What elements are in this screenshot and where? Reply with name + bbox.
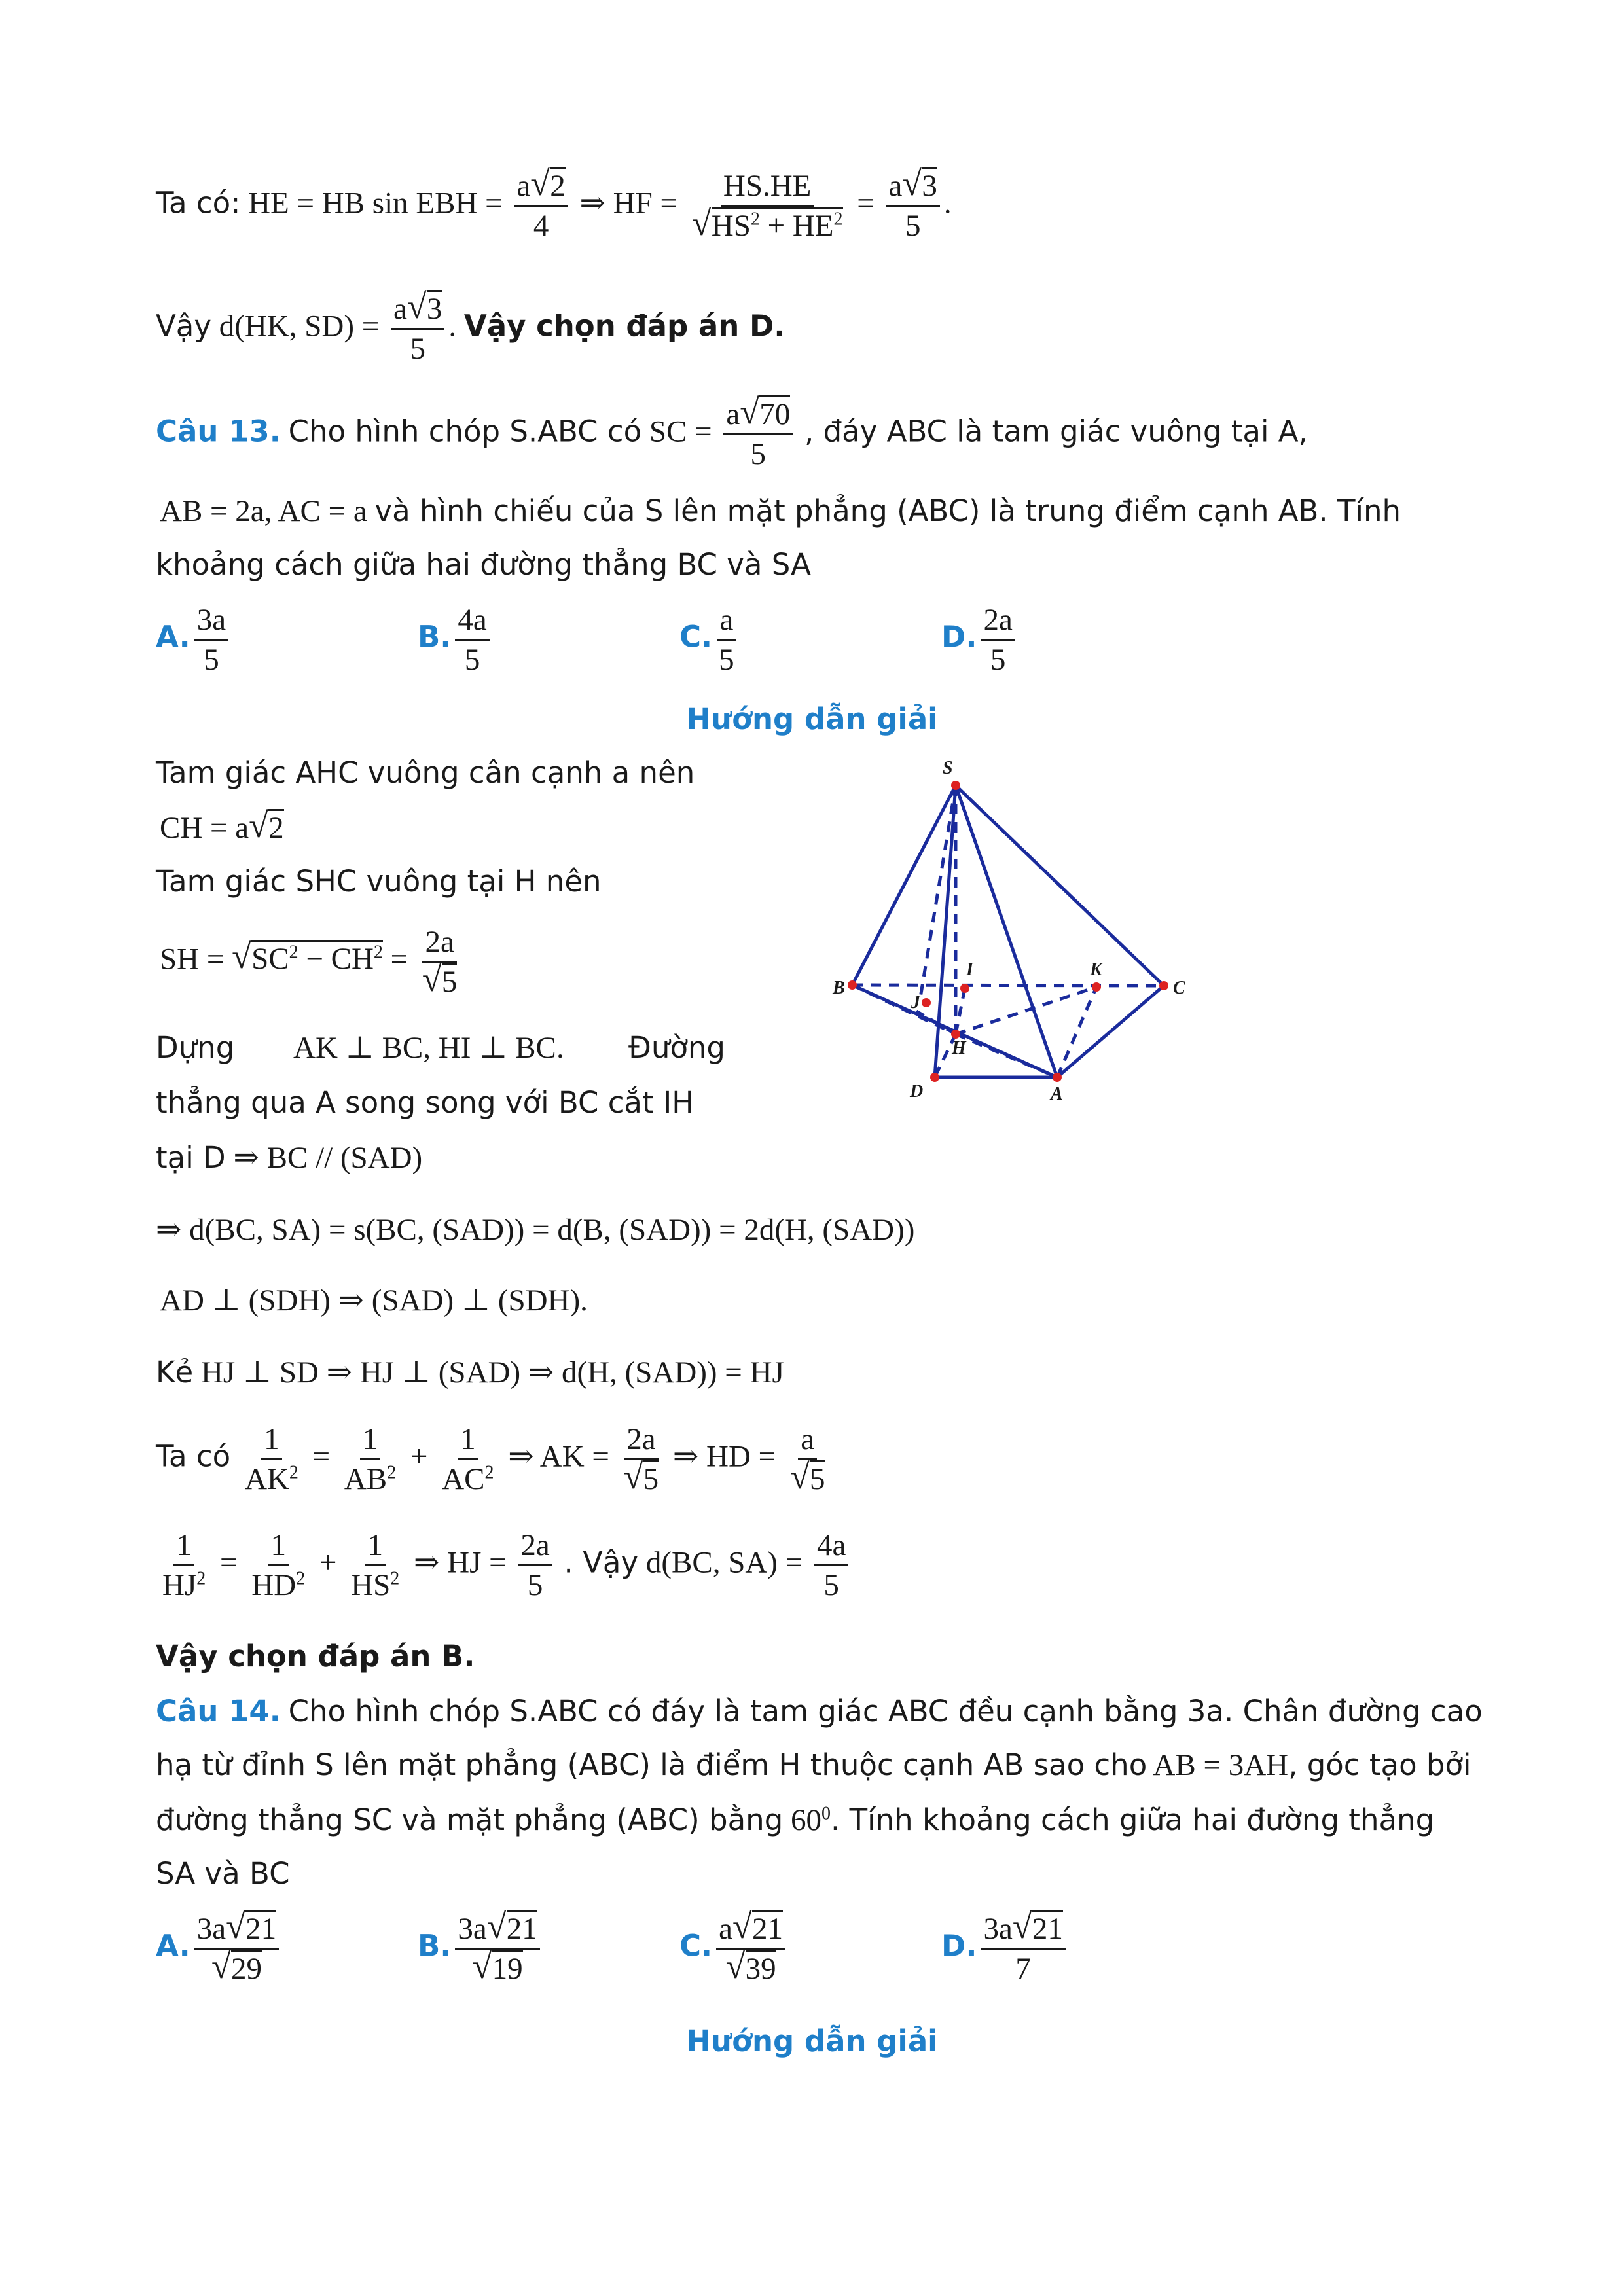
sol13-line-1: Tam giác AHC vuông cân cạnh a nên (156, 755, 695, 790)
label-j: J (911, 992, 920, 1013)
point-c (1159, 981, 1168, 990)
fraction-he: $\frac{a√ 2}{4}$ (514, 167, 568, 245)
edge-sc (956, 785, 1164, 986)
point-j (922, 998, 931, 1007)
option-d[interactable]: D. $\frac{2a}{5}$ (941, 601, 1019, 679)
point-a (1053, 1073, 1062, 1082)
label-c: C (1173, 978, 1185, 998)
edge-sa (956, 785, 1057, 1077)
question-14-line-4: SA và BC (156, 1856, 290, 1891)
label-s: S (943, 758, 953, 778)
label-k: K (1090, 960, 1102, 980)
question-14-label: Câu 14. (156, 1694, 281, 1729)
question-13-line-1: Câu 13. Cho hình chóp S.ABC có SC = $\frac{a√ 70}{5}$ , đáy ABC là tam giác vuông tại A, (156, 395, 1471, 473)
edge-hk (956, 987, 1096, 1034)
question-13-line-3: khoảng cách giữa hai đường thẳng BC và SA (156, 547, 811, 582)
point-s (951, 781, 960, 790)
question-14-line-3: đường thẳng SC và mặt phẳng (ABC) bằng $60^0$. Tính khoảng cách giữa hai đường thẳng (156, 1803, 1435, 1837)
sol13-line-12: $\frac{1}{HJ^2}$ = $\frac{1}{HD^2}$ + $\frac{1}{HS^2}$ ⇒ HJ = $\frac{2a}{5}$ . Vậy d(BC, SA) = $\frac{4a}{5}$ (156, 1526, 852, 1604)
sol13-line-11: Ta có $\frac{1}{AK^2}$ = $\frac{1}{AB^2}$ + $\frac{1}{AC^2}$ ⇒ AK = 2a √ 5 ⇒ HD = a √ 5 (156, 1420, 831, 1498)
option-d[interactable]: D. $\frac{3a√ 21}{7}$ (941, 1910, 1070, 1988)
sol13-line-8: ⇒ d(BC, SA) = s(BC, (SAD)) = d(B, (SAD)) = 2d(H, (SAD)) (156, 1213, 915, 1247)
top-line-2: Vậy d(HK, SD) = $\frac{a√ 3}{5}$ . Vậy chọn đáp án D. (156, 290, 785, 368)
label-d: D (910, 1081, 924, 1102)
question-14-line-1: Câu 14. Cho hình chóp S.ABC có đáy là tam giác ABC đều cạnh bằng 3a. Chân đường cao (156, 1694, 1483, 1729)
top-line-1: Ta có: HE = HB sin EBH = $\frac{a√ 2}{4}$ ⇒ HF = HS.HE √ $HS^2 + HE^2$ = $\frac{a√ 3}{5}$ . (156, 167, 952, 245)
sol13-line-10: Kẻ HJ ⊥ SD ⇒ HJ ⊥ (SAD) ⇒ d(H, (SAD)) = HJ (156, 1355, 784, 1390)
question-13-label: Câu 13. (156, 414, 281, 449)
sol13-line-9: AD ⊥ (SDH) ⇒ (SAD) ⊥ (SDH). (160, 1283, 588, 1318)
label-i: I (966, 960, 973, 980)
edge-ha (956, 1034, 1057, 1077)
sol13-line-2: CH = a√ 2 (160, 809, 284, 847)
q13-options (156, 601, 1203, 692)
option-a[interactable]: A. 3a√ 21 √ 29 (156, 1910, 283, 1988)
label-b: B (833, 978, 845, 998)
option-b[interactable]: B. $\frac{4a}{5}$ (418, 601, 494, 679)
guide-heading-13: Hướng dẫn giải (686, 702, 938, 736)
label-a: A (1051, 1084, 1063, 1104)
sol13-line-4: SH = √ $SC^2 - CH^2$ = 2a √ 5 (160, 923, 463, 1001)
sol13-line-3: Tam giác SHC vuông tại H nên (156, 864, 602, 899)
option-c[interactable]: C. a√ 21 √ 39 (679, 1910, 789, 1988)
point-k (1092, 982, 1101, 992)
fraction-result: $\frac{a√ 3}{5}$ (391, 290, 444, 368)
sol13-line-5: Dựng AK ⊥ BC, HI ⊥ BC . Đường (156, 1030, 725, 1065)
sol13-line-7: tại D ⇒ BC // (SAD) (156, 1140, 423, 1175)
sol13-answer: Vậy chọn đáp án B. (156, 1639, 475, 1674)
fraction-sc: $\frac{a√ 70}{5}$ (723, 395, 793, 473)
guide-heading-14: Hướng dẫn giải (686, 2024, 938, 2058)
point-i (960, 984, 969, 993)
fraction-hf-result: $\frac{a√ 3}{5}$ (886, 167, 940, 245)
sol13-line-6: thẳng qua A song song với BC cắt IH (156, 1085, 695, 1120)
answer-text: Vậy chọn đáp án D. (463, 308, 785, 344)
point-h (951, 1030, 960, 1039)
q14-options (156, 1910, 1203, 2015)
question-14-line-2: hạ từ đỉnh S lên mặt phẳng (ABC) là điểm H thuộc cạnh AB sao cho AB = 3AH, góc tạo bởi (156, 1748, 1471, 1782)
edge-hj (916, 1011, 956, 1034)
fraction-hf: HS.HE √ $HS^2 + HE^2$ (689, 167, 846, 245)
question-13-line-2: AB = 2a, AC = a và hình chiếu của S lên mặt phẳng (ABC) là trung điểm cạnh AB. Tính (160, 493, 1401, 528)
pyramid-figure (825, 753, 1218, 1119)
option-a[interactable]: A. $\frac{3a}{5}$ (156, 601, 232, 679)
edge-ak (1057, 987, 1096, 1077)
option-c[interactable]: C. $\frac{a}{5}$ (679, 601, 741, 679)
point-d (930, 1073, 939, 1082)
point-b (848, 980, 857, 990)
edge-ca (1057, 986, 1164, 1077)
label-h: H (952, 1038, 966, 1058)
edge-bc (852, 985, 1164, 986)
option-b[interactable]: B. 3a√ 21 √ 19 (418, 1910, 544, 1988)
